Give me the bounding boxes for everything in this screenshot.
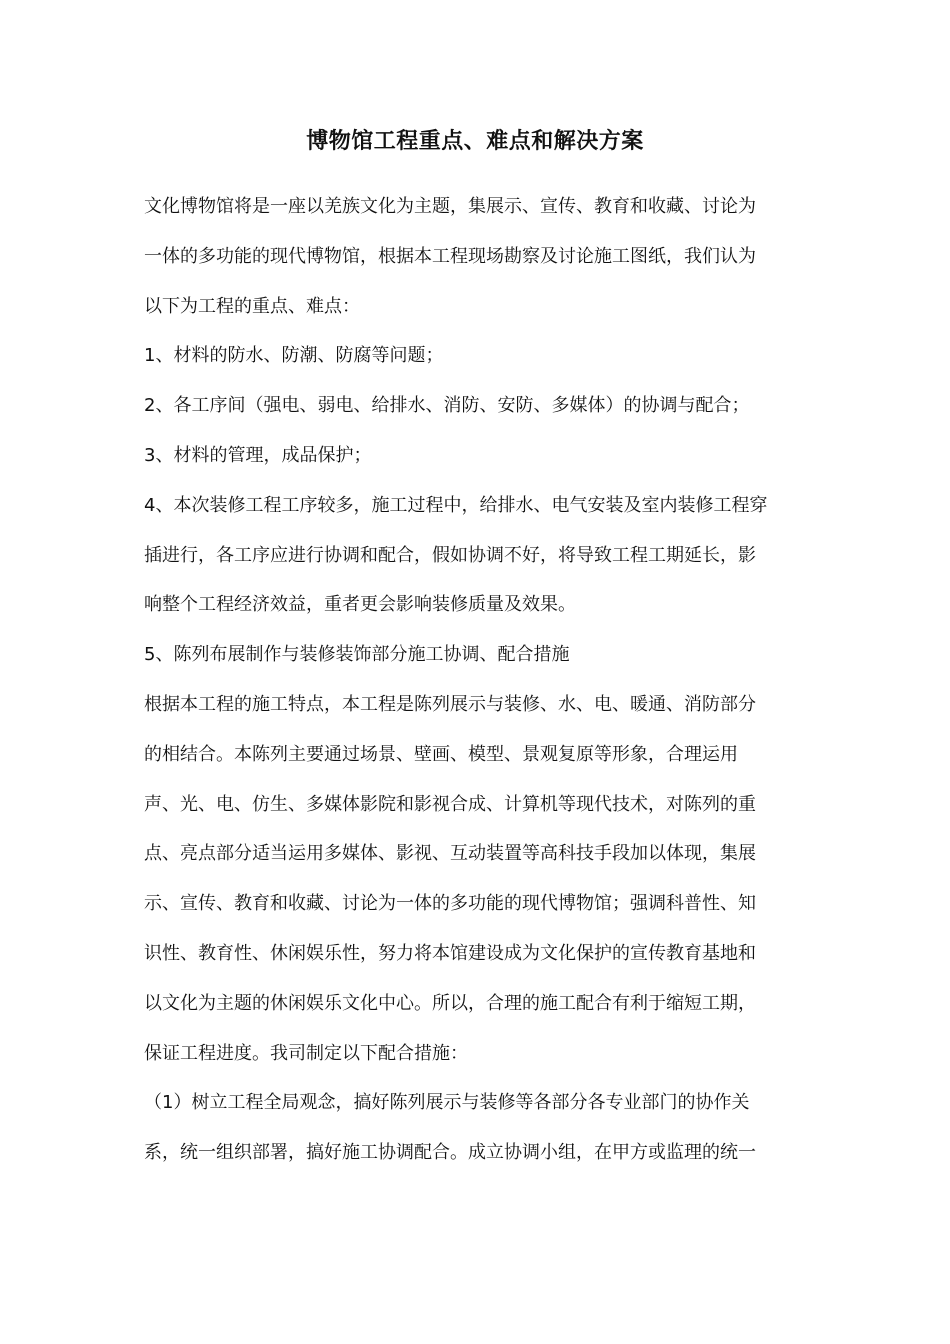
list-item: 2、各工序间（强电、弱电、给排水、消防、安防、多媒体）的协调与配合； xyxy=(144,395,750,417)
list-item: 1、材料的防水、防潮、防腐等问题； xyxy=(144,345,444,367)
text-line: 的相结合。本陈列主要通过场景、壁画、模型、景观复原等形象，合理运用 xyxy=(144,743,738,765)
text-line: 系，统一组织部署，搞好施工协调配合。成立协调小组，在甲方或监理的统一 xyxy=(144,1142,756,1164)
text-line: 根据本工程的施工特点，本工程是陈列展示与装修、水、电、暖通、消防部分 xyxy=(144,693,756,715)
text-line: 点、亮点部分适当运用多媒体、影视、互动装置等高科技手段加以体现，集展 xyxy=(144,843,756,865)
document-title: 博物馆工程重点、难点和解决方案 xyxy=(306,128,644,154)
document-body xyxy=(144,190,806,1186)
text-line: 响整个工程经济效益，重者更会影响装修质量及效果。 xyxy=(144,594,576,616)
list-item: 5、陈列布展制作与装修装饰部分施工协调、配合措施 xyxy=(144,644,570,666)
text-line: 文化博物馆将是一座以羌族文化为主题，集展示、宣传、教育和收藏、讨论为 xyxy=(144,196,756,217)
list-item: 3、材料的管理，成品保护； xyxy=(144,444,372,466)
text-line: 保证工程进度。我司制定以下配合措施： xyxy=(144,1042,468,1064)
text-line: 识性、教育性、休闲娱乐性，努力将本馆建设成为文化保护的宣传教育基地和 xyxy=(144,942,756,964)
list-item: （1）树立工程全局观念，搞好陈列展示与装修等各部分各专业部门的协作关 xyxy=(144,1092,750,1114)
text-line: 声、光、电、仿生、多媒体影院和影视合成、计算机等现代技术，对陈列的重 xyxy=(144,793,756,815)
list-item: 4、本次装修工程工序较多，施工过程中，给排水、电气安装及室内装修工程穿 xyxy=(144,494,768,516)
text-line: 一体的多功能的现代博物馆，根据本工程现场勘察及讨论施工图纸，我们认为 xyxy=(144,245,756,267)
text-line: 示、宣传、教育和收藏、讨论为一体的多功能的现代博物馆；强调科普性、知 xyxy=(144,893,756,915)
text-line: 以文化为主题的休闲娱乐文化中心。所以，合理的施工配合有利于缩短工期， xyxy=(144,992,756,1014)
text-line: 插进行，各工序应进行协调和配合，假如协调不好，将导致工程工期延长，影 xyxy=(144,544,756,566)
text-line: 以下为工程的重点、难点： xyxy=(144,295,360,317)
